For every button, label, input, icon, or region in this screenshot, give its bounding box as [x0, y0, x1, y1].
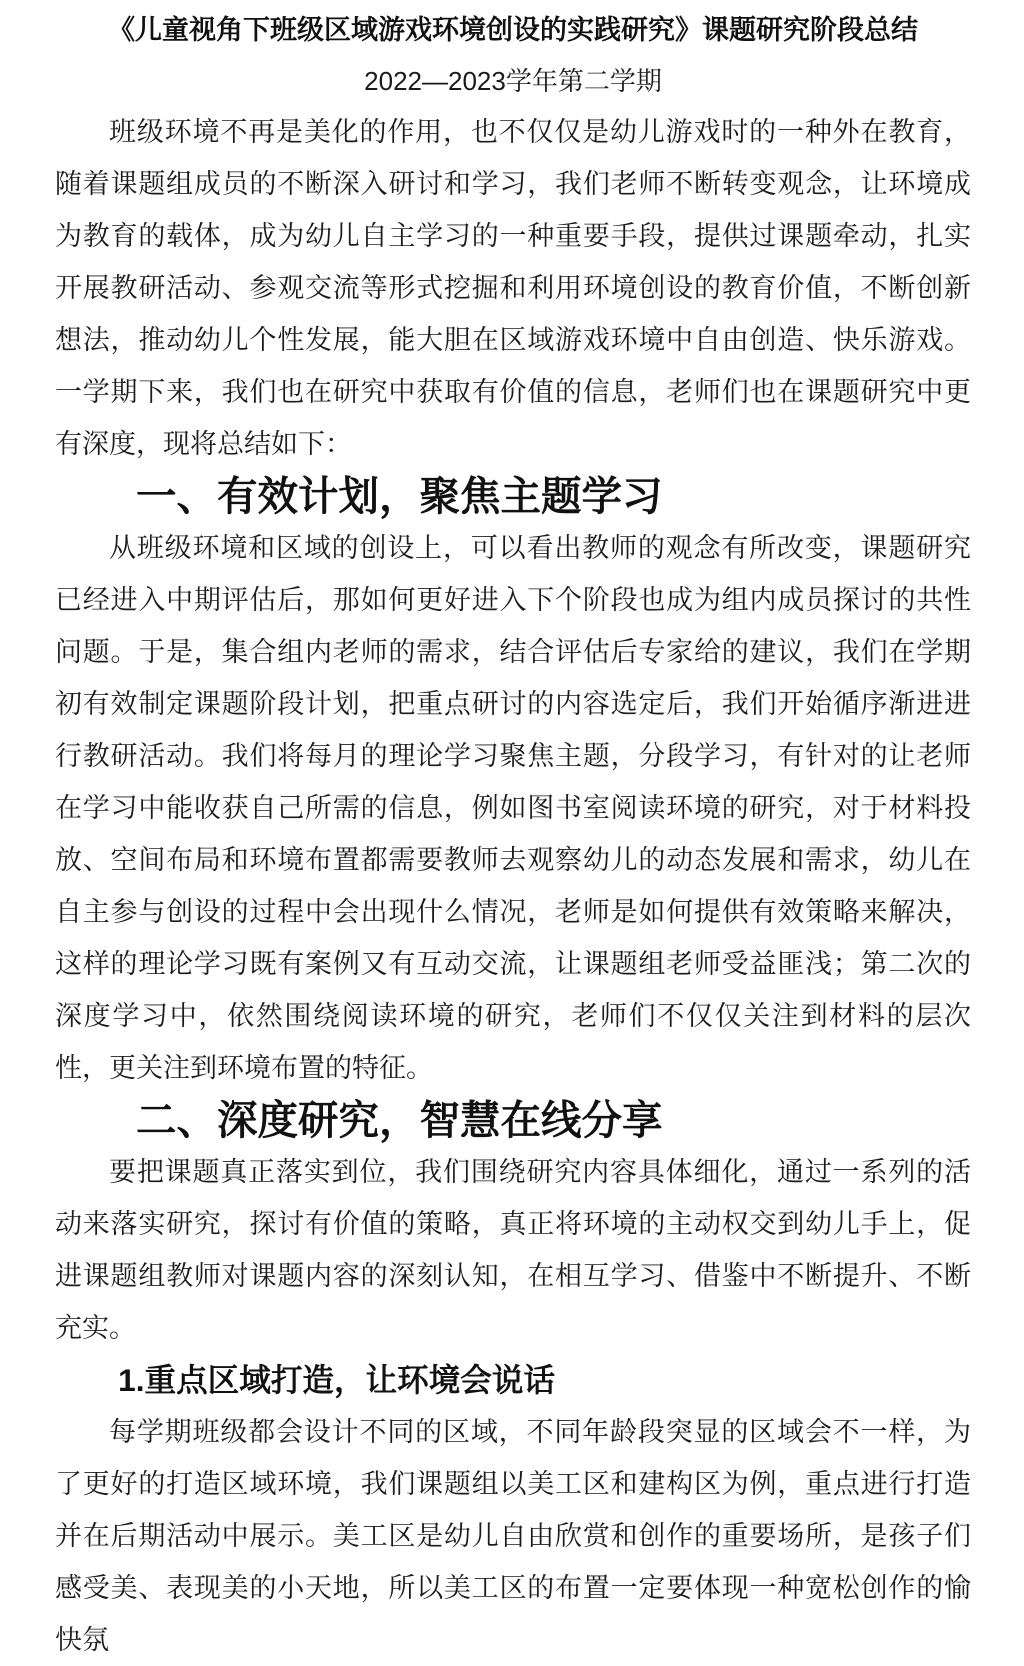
- section-heading-2: 二、深度研究，智慧在线分享: [136, 1097, 663, 1143]
- paragraph-section-2: 要把课题真正落实到位，我们围绕研究内容具体细化，通过一系列的活动来落实研究，探讨有价值的策略，真正将环境的主动权交到幼儿手上，促进课题组教师对课题内容的深刻认知，在相互学习、借鉴中不断提升、不断充实。: [55, 1157, 971, 1343]
- paragraph-subsection-1: 每学期班级都会设计不同的区域，不同年龄段突显的区域会不一样，为了更好的打造区域环境，我们课题组以美工区和建构区为例，重点进行打造并在后期活动中展示。美工区是幼儿自由欣赏和创作的重要场所，是孩子们感受美、表现美的小天地，所以美工区的布置一定要体现一种宽松创作的愉快氛: [55, 1417, 971, 1655]
- page-subtitle: 2022—2023学年第二学期: [364, 66, 662, 96]
- page-title: 《儿童视角下班级区域游戏环境创设的实践研究》课题研究阶段总结: [108, 15, 918, 45]
- subsection-heading-1: 1.重点区域打造，让环境会说话: [118, 1362, 556, 1398]
- section-heading-1: 一、有效计划，聚焦主题学习: [136, 473, 663, 519]
- paragraph-section-1: 从班级环境和区域的创设上，可以看出教师的观念有所改变，课题研究已经进入中期评估后，那如何更好进入下个阶段也成为组内成员探讨的共性问题。于是，集合组内老师的需求，结合评估后专家给的建议，我们在学期初有效制定课题阶段计划，把重点研讨的内容选定后，我们开始循序渐进进行教研活动。我们将每月的理论学习聚焦主题，分段学习，有针对的让老师在学习中能收获自己所需的信息，例如图书室阅读环境的研究，对于材料投放、空间布局和环境布置都需要教师去观察幼儿的动态发展和需求，幼儿在自主参与创设的过程中会出现什么情况，老师是如何提供有效策略来解决，这样的理论学习既有案例又有互动交流，让课题组老师受益匪浅；第二次的深度学习中，依然围绕阅读环境的研究，老师们不仅仅关注到材料的层次性，更关注到环境布置的特征。: [55, 533, 971, 1083]
- paragraph-intro: 班级环境不再是美化的作用，也不仅仅是幼儿游戏时的一种外在教育，随着课题组成员的不断深入研讨和学习，我们老师不断转变观念，让环境成为教育的载体，成为幼儿自主学习的一种重要手段，提供过课题牵动，扎实开展教研活动、参观交流等形式挖掘和利用环境创设的教育价值，不断创新想法，推动幼儿个性发展，能大胆在区域游戏环境中自由创造、快乐游戏。一学期下来，我们也在研究中获取有价值的信息，老师们也在课题研究中更有深度，现将总结如下：: [55, 117, 971, 459]
